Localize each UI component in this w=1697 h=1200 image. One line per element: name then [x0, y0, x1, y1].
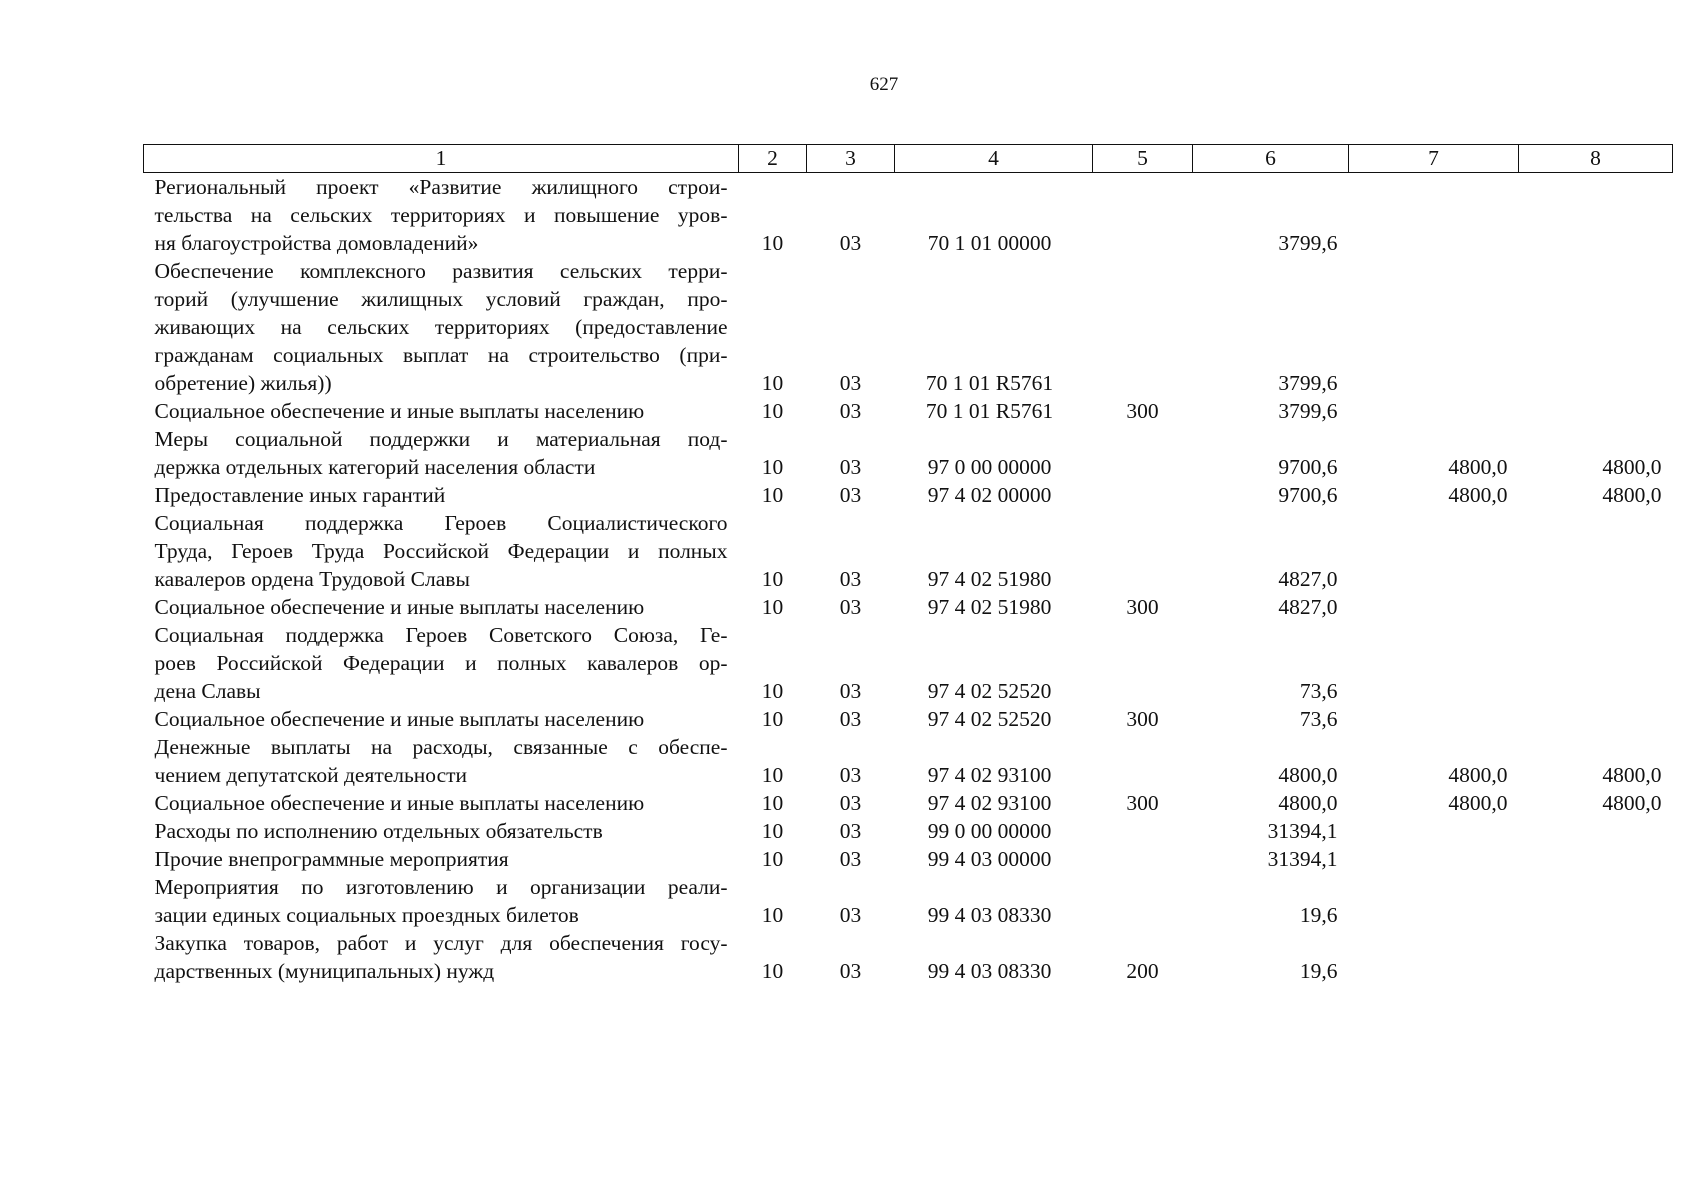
subsection-code: 03: [839, 763, 862, 787]
section-code: 10: [761, 847, 784, 871]
header-col-8: 8: [1519, 145, 1673, 173]
expense-type-code: [1093, 173, 1193, 258]
amount-col-8: 4800,0: [1602, 791, 1662, 815]
expense-type-code: 300: [1126, 707, 1159, 731]
amount-col-8: [1519, 621, 1673, 705]
table-row: [144, 397, 1673, 425]
section-code: 10: [761, 231, 784, 255]
section-code: 10: [761, 567, 784, 591]
description-line: роев Российской Федерации и полных кавалеров ор-: [154, 651, 728, 675]
expense-type-code: [1093, 845, 1193, 873]
amount-col-7: [1349, 845, 1519, 873]
amount-col-8: [1519, 845, 1673, 873]
description-line: Социальное обеспечение и иные выплаты населению: [154, 791, 645, 815]
amount-col-6: 73,6: [1299, 707, 1338, 731]
target-article-code: 99 4 03 08330: [927, 903, 1052, 927]
table-row: [144, 509, 1673, 593]
target-article-code: 97 4 02 51980: [927, 567, 1052, 591]
amount-col-6: 4827,0: [1278, 595, 1338, 619]
subsection-code: 03: [839, 455, 862, 479]
description-line: зации единых социальных проездных билетов: [154, 903, 579, 927]
target-article-code: 70 1 01 R5761: [925, 399, 1054, 423]
amount-col-6: 31394,1: [1267, 847, 1338, 871]
table-row: [144, 733, 1673, 789]
subsection-code: 03: [839, 595, 862, 619]
row-description: [144, 173, 739, 258]
amount-col-6: 3799,6: [1278, 371, 1338, 395]
subsection-code: 03: [839, 231, 862, 255]
table-body: [144, 173, 1673, 986]
amount-col-8: [1519, 257, 1673, 397]
subsection-code: 03: [839, 567, 862, 591]
amount-col-7: [1349, 817, 1519, 845]
table-row: [144, 481, 1673, 509]
amount-col-6: 9700,6: [1278, 483, 1338, 507]
amount-col-8: 4800,0: [1602, 763, 1662, 787]
table-row: [144, 845, 1673, 873]
description-line: дарственных (муниципальных) нужд: [154, 959, 495, 983]
table-row: [144, 929, 1673, 985]
amount-col-6: 31394,1: [1267, 819, 1338, 843]
section-code: 10: [761, 707, 784, 731]
subsection-code: 03: [839, 483, 862, 507]
row-description: [144, 257, 739, 397]
target-article-code: 97 4 02 93100: [927, 763, 1052, 787]
amount-col-7: 4800,0: [1448, 483, 1508, 507]
header-col-6: 6: [1193, 145, 1349, 173]
description-line: Денежные выплаты на расходы, связанные с обеспе-: [154, 735, 728, 759]
description-line: Социальная поддержка Героев Советского Союза, Ге-: [154, 623, 728, 647]
table-row: [144, 621, 1673, 705]
expense-type-code: 200: [1126, 959, 1159, 983]
description-line: обретение) жилья)): [154, 371, 332, 395]
amount-col-6: 3799,6: [1278, 399, 1338, 423]
table-row: [144, 593, 1673, 621]
description-line: дена Славы: [154, 679, 261, 703]
expense-type-code: [1093, 873, 1193, 929]
expense-type-code: 300: [1126, 791, 1159, 815]
section-code: 10: [761, 399, 784, 423]
target-article-code: 97 4 02 52520: [927, 679, 1052, 703]
amount-col-8: [1519, 873, 1673, 929]
subsection-code: 03: [839, 791, 862, 815]
amount-col-7: 4800,0: [1448, 791, 1508, 815]
description-line: Прочие внепрограммные мероприятия: [154, 847, 509, 871]
section-code: 10: [761, 483, 784, 507]
subsection-code: 03: [839, 707, 862, 731]
amount-col-8: 4800,0: [1602, 455, 1662, 479]
section-code: 10: [761, 791, 784, 815]
section-code: 10: [761, 959, 784, 983]
expense-type-code: [1093, 733, 1193, 789]
description-line: Труда, Героев Труда Российской Федерации и полных: [154, 539, 728, 563]
table-row: [144, 817, 1673, 845]
table-row: [144, 257, 1673, 397]
description-line: гражданам социальных выплат на строительство (при-: [154, 343, 728, 367]
header-col-1: 1: [144, 145, 739, 173]
section-code: 10: [761, 819, 784, 843]
section-code: 10: [761, 371, 784, 395]
amount-col-8: [1519, 817, 1673, 845]
expense-type-code: 300: [1126, 399, 1159, 423]
amount-col-8: [1519, 173, 1673, 258]
description-line: торий (улучшение жилищных условий граждан, про-: [154, 287, 728, 311]
section-code: 10: [761, 679, 784, 703]
row-description: [144, 425, 739, 481]
amount-col-8: 4800,0: [1602, 483, 1662, 507]
table-row: [144, 873, 1673, 929]
amount-col-7: [1349, 257, 1519, 397]
description-line: Мероприятия по изготовлению и организации реали-: [154, 875, 728, 899]
header-col-3: 3: [807, 145, 895, 173]
header-col-4: 4: [895, 145, 1093, 173]
table-row: [144, 789, 1673, 817]
target-article-code: 99 0 00 00000: [927, 819, 1052, 843]
row-description: [144, 509, 739, 593]
expense-type-code: [1093, 621, 1193, 705]
expense-type-code: [1093, 425, 1193, 481]
amount-col-7: 4800,0: [1448, 763, 1508, 787]
subsection-code: 03: [839, 679, 862, 703]
amount-col-6: 9700,6: [1278, 455, 1338, 479]
description-line: Закупка товаров, работ и услуг для обеспечения госу-: [154, 931, 728, 955]
description-line: держка отдельных категорий населения области: [154, 455, 596, 479]
subsection-code: 03: [839, 903, 862, 927]
description-line: живающих на сельских территориях (предоставление: [154, 315, 728, 339]
row-description: [144, 929, 739, 985]
section-code: 10: [761, 903, 784, 927]
header-col-5: 5: [1093, 145, 1193, 173]
description-line: Социальное обеспечение и иные выплаты населению: [154, 707, 645, 731]
subsection-code: 03: [839, 399, 862, 423]
amount-col-6: 73,6: [1299, 679, 1338, 703]
row-description: [144, 789, 739, 817]
row-description: [144, 733, 739, 789]
amount-col-7: 4800,0: [1448, 455, 1508, 479]
amount-col-8: [1519, 509, 1673, 593]
description-line: Расходы по исполнению отдельных обязательств: [154, 819, 603, 843]
amount-col-7: [1349, 705, 1519, 733]
amount-col-6: 4827,0: [1278, 567, 1338, 591]
amount-col-7: [1349, 397, 1519, 425]
header-row: [144, 145, 1673, 173]
target-article-code: 97 4 02 00000: [927, 483, 1052, 507]
row-description: [144, 845, 739, 873]
target-article-code: 97 4 02 51980: [927, 595, 1052, 619]
amount-col-8: [1519, 593, 1673, 621]
amount-col-7: [1349, 621, 1519, 705]
description-line: ня благоустройства домовладений»: [154, 231, 479, 255]
target-article-code: 97 4 02 52520: [927, 707, 1052, 731]
header-col-7: 7: [1349, 145, 1519, 173]
subsection-code: 03: [839, 819, 862, 843]
description-line: Обеспечение комплексного развития сельских терри-: [154, 259, 728, 283]
table-header: [144, 145, 1673, 173]
amount-col-7: [1349, 873, 1519, 929]
subsection-code: 03: [839, 959, 862, 983]
description-line: чением депутатской деятельности: [154, 763, 468, 787]
expense-type-code: 300: [1126, 595, 1159, 619]
expense-type-code: [1093, 509, 1193, 593]
expense-type-code: [1093, 257, 1193, 397]
amount-col-7: [1349, 593, 1519, 621]
target-article-code: 97 0 00 00000: [927, 455, 1052, 479]
description-line: Предоставление иных гарантий: [154, 483, 446, 507]
section-code: 10: [761, 763, 784, 787]
amount-col-8: [1519, 397, 1673, 425]
subsection-code: 03: [839, 371, 862, 395]
description-line: тельства на сельских территориях и повышение уров-: [154, 203, 728, 227]
budget-table: [143, 144, 1673, 985]
description-line: Социальное обеспечение и иные выплаты населению: [154, 595, 645, 619]
amount-col-6: 19,6: [1299, 903, 1338, 927]
amount-col-6: 19,6: [1299, 959, 1338, 983]
amount-col-8: [1519, 929, 1673, 985]
amount-col-8: [1519, 705, 1673, 733]
target-article-code: 70 1 01 00000: [927, 231, 1052, 255]
target-article-code: 99 4 03 00000: [927, 847, 1052, 871]
expense-type-code: [1093, 481, 1193, 509]
description-line: Региональный проект «Развитие жилищного строи-: [154, 175, 728, 199]
row-description: [144, 481, 739, 509]
target-article-code: 97 4 02 93100: [927, 791, 1052, 815]
amount-col-6: 4800,0: [1278, 791, 1338, 815]
table-row: [144, 425, 1673, 481]
row-description: [144, 873, 739, 929]
page-number: 627: [869, 74, 899, 95]
description-line: Социальная поддержка Героев Социалистического: [154, 511, 728, 535]
header-col-2: 2: [739, 145, 807, 173]
row-description: [144, 817, 739, 845]
subsection-code: 03: [839, 847, 862, 871]
section-code: 10: [761, 455, 784, 479]
amount-col-6: 4800,0: [1278, 763, 1338, 787]
row-description: [144, 705, 739, 733]
section-code: 10: [761, 595, 784, 619]
target-article-code: 70 1 01 R5761: [925, 371, 1054, 395]
description-line: Социальное обеспечение и иные выплаты населению: [154, 399, 645, 423]
row-description: [144, 593, 739, 621]
amount-col-7: [1349, 929, 1519, 985]
description-line: Меры социальной поддержки и материальная под-: [154, 427, 728, 451]
amount-col-7: [1349, 173, 1519, 258]
description-line: кавалеров ордена Трудовой Славы: [154, 567, 470, 591]
row-description: [144, 397, 739, 425]
table-row: [144, 705, 1673, 733]
target-article-code: 99 4 03 08330: [927, 959, 1052, 983]
row-description: [144, 621, 739, 705]
amount-col-6: 3799,6: [1278, 231, 1338, 255]
amount-col-7: [1349, 509, 1519, 593]
table-row: [144, 173, 1673, 258]
expense-type-code: [1093, 817, 1193, 845]
